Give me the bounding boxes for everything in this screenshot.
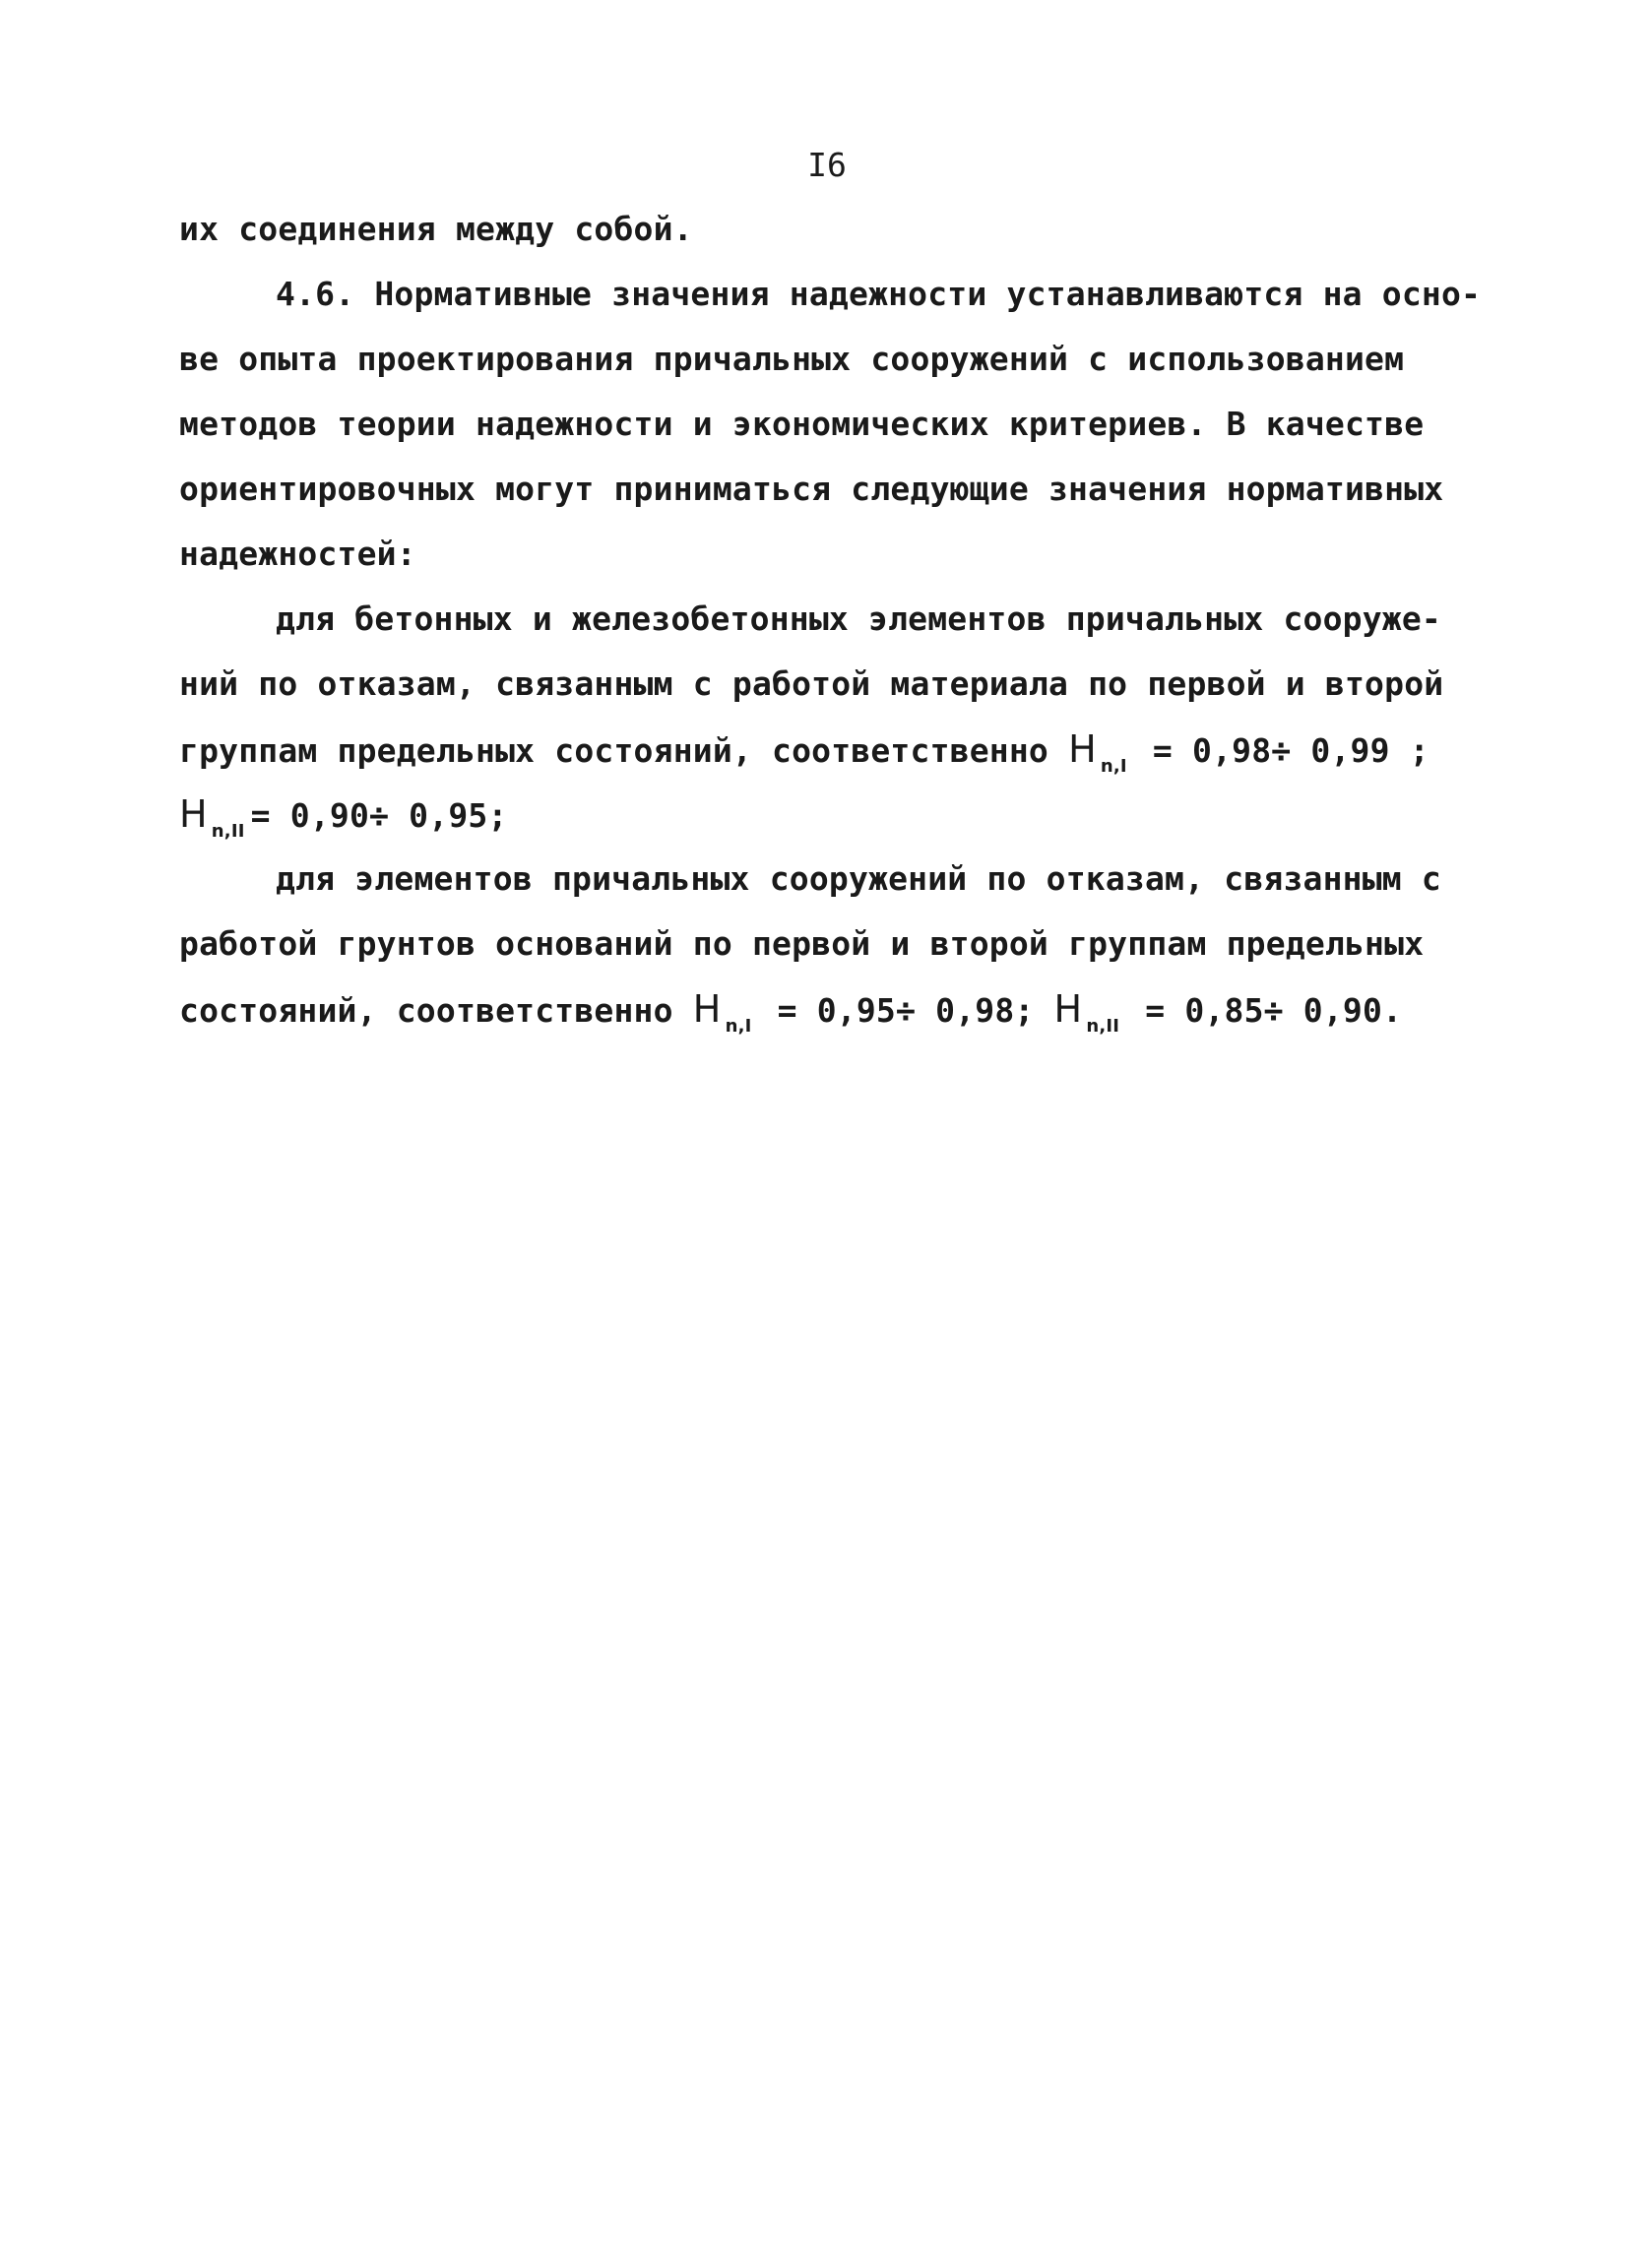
- reliability-subscript: n,I: [1100, 756, 1127, 777]
- text-line: ний по отказам, связанным с работой материала по первой и второй: [179, 664, 1444, 703]
- reliability-symbol: H: [1053, 987, 1083, 1031]
- formula-value: = 0,90÷ 0,95;: [250, 796, 508, 835]
- reliability-symbol: H: [1068, 727, 1097, 771]
- paragraph-4-6-start: 4.6. Нормативные значения надежности устанавливаются на осно-: [276, 275, 1482, 313]
- formula-line: [179, 782, 1498, 847]
- reliability-subscript: n,I: [725, 1016, 752, 1037]
- text-line: ориентировочных могут приниматься следующие значения нормативных: [179, 470, 1444, 508]
- formula-lead-text: группам предельных состояний, соответственно: [179, 731, 1048, 770]
- text-line: надежностей:: [179, 535, 416, 573]
- reliability-symbol: H: [179, 792, 208, 836]
- paragraph-concrete-start: для бетонных и железобетонных элементов причальных сооруже-: [276, 599, 1441, 638]
- formula-value: = 0,95÷ 0,98;: [757, 991, 1035, 1030]
- reliability-subscript: n,II: [211, 821, 245, 842]
- text-line: методов теории надежности и экономических критериев. В качестве: [179, 405, 1425, 443]
- text-line: ве опыта проектирования причальных сооружений с использованием: [179, 340, 1405, 378]
- text-line: их соединения между собой.: [179, 210, 693, 248]
- document-body: [179, 197, 1498, 1041]
- formula-line: [179, 976, 1498, 1041]
- page-number: I6: [807, 146, 847, 184]
- formula-value: = 0,98÷ 0,99 ;: [1132, 731, 1429, 770]
- formula-line: [179, 717, 1498, 782]
- text-line: работой грунтов оснований по первой и второй группам предельных: [179, 924, 1425, 963]
- paragraph-soil-start: для элементов причальных сооружений по отказам, связанным с: [276, 859, 1441, 898]
- reliability-symbol: H: [692, 987, 722, 1031]
- formula-value: = 0,85÷ 0,90.: [1125, 991, 1403, 1030]
- formula-lead-text: состояний, соответственно: [179, 991, 673, 1030]
- reliability-subscript: n,II: [1086, 1016, 1120, 1037]
